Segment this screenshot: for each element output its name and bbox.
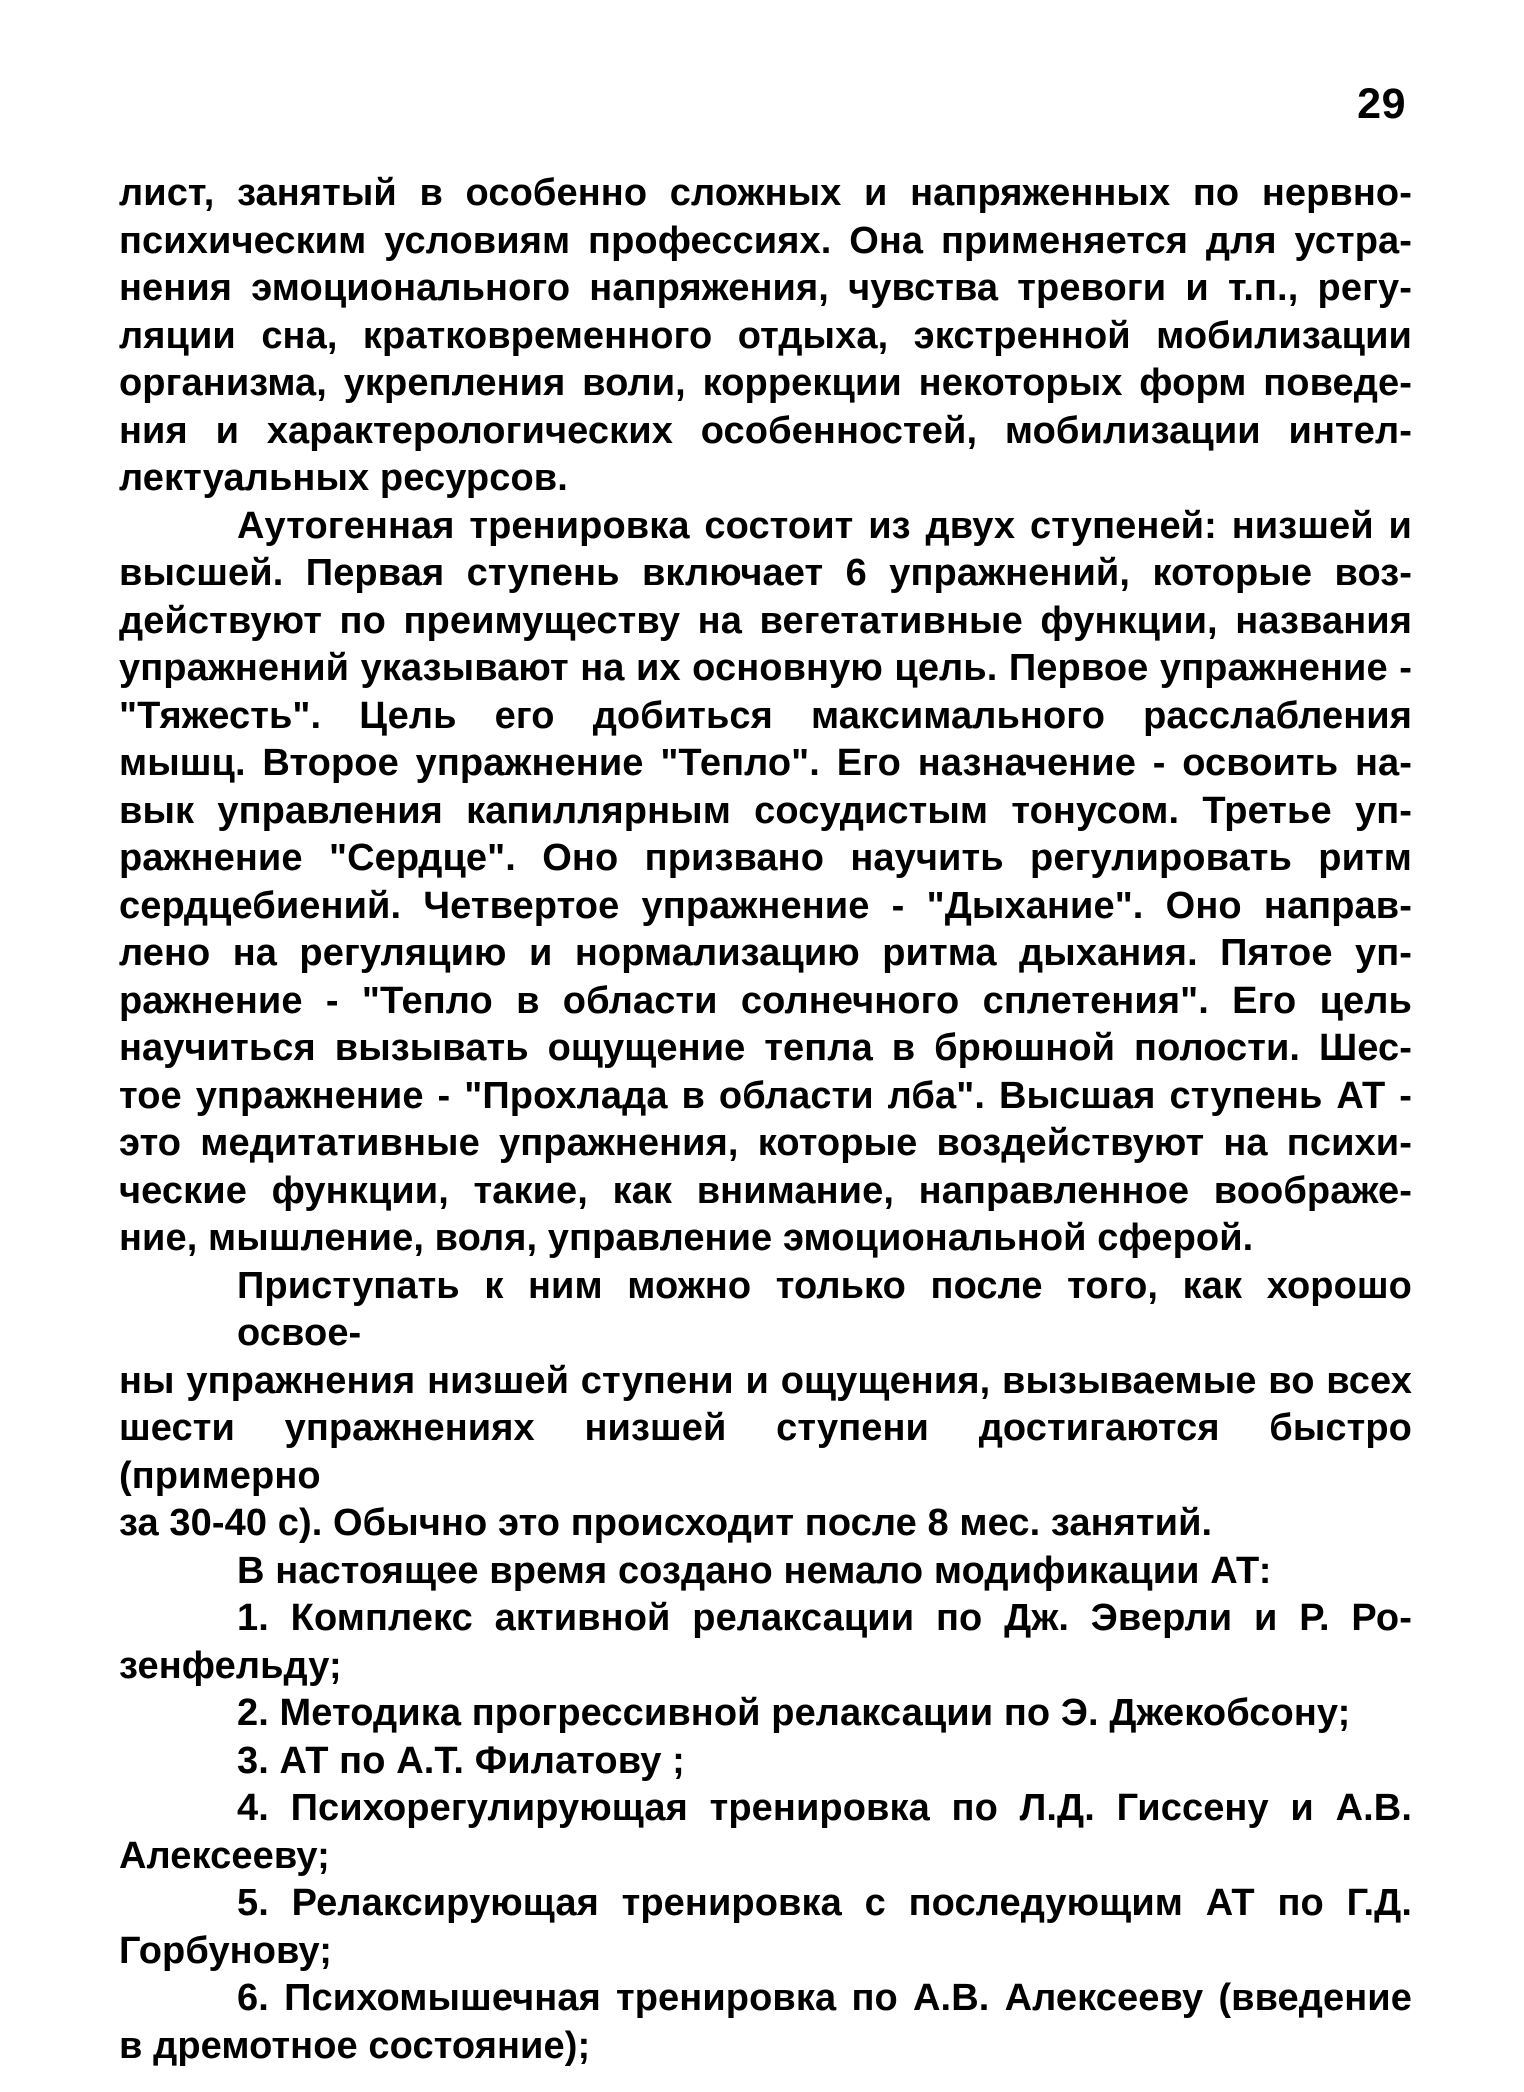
text-line: ражнение "Сердце". Оно призвано научить регулировать ритм — [119, 837, 1412, 879]
text-line: 3. АТ по А.Т. Филатову ; — [237, 1739, 685, 1782]
list-item — [119, 1785, 1412, 1880]
text-line: тое упражнение - "Прохлада в области лба". Высшая ступень АТ - — [119, 1074, 1412, 1117]
text-line: вык управления капиллярным сосудистым тонусом. Третье уп- — [119, 789, 1412, 832]
paragraph — [119, 170, 1412, 503]
text-line: упражнений указывают на их основную цель. Первое упражнение - — [119, 647, 1412, 689]
page-number: 29 — [1357, 80, 1406, 128]
text-line: Горбунову; — [119, 1929, 333, 1972]
text-line: 2. Методика прогрессивной релаксации по Э. Джекобсону; — [237, 1692, 1351, 1734]
text-line: лектуальных ресурсов. — [119, 457, 568, 499]
text-line: в дремотное состояние); — [119, 2024, 591, 2067]
list-item — [119, 1975, 1412, 2070]
text-line: ляции сна, кратковременного отдыха, экстренной мобилизации — [119, 314, 1412, 357]
text-line: ние, мышление, воля, управление эмоциональной сферой. — [119, 1217, 1254, 1259]
text-line: мышц. Второе упражнение "Тепло". Его назначение - освоить на- — [119, 742, 1412, 784]
list-item — [119, 1595, 1412, 1690]
list-item — [119, 1880, 1412, 1975]
list-item — [119, 1690, 1412, 1738]
text-line: сердцебиений. Четвертое упражнение - "Дыхание". Оно направ- — [119, 884, 1412, 927]
text-line: ческие функции, такие, как внимание, направленное воображе- — [119, 1169, 1412, 1212]
text-line: зенфельду; — [119, 1644, 342, 1687]
text-line: высшей. Первая ступень включает 6 упражнений, которые воз- — [119, 552, 1412, 594]
text-line: ны упражнения низшей ступени и ощущения, вызываемые во всех — [119, 1359, 1412, 1402]
text-line: организма, укрепления воли, коррекции некоторых форм поведе- — [119, 362, 1412, 404]
text-line: ния и характерологических особенностей, мобилизации интел- — [119, 409, 1412, 452]
paragraph — [119, 1263, 1412, 1548]
text-line: психическим условиям профессиях. Она применяется для устра- — [119, 219, 1412, 262]
list-item — [119, 1738, 1412, 1786]
text-line: лист, занятый в особенно сложных и напряженных по нервно- — [119, 172, 1412, 214]
text-line: действуют по преимуществу на вегетативные функции, названия — [119, 599, 1412, 642]
text-line: Алексееву; — [119, 1834, 330, 1877]
text-line: 5. Релаксирующая тренировка с последующим АТ по Г.Д. — [237, 1882, 1412, 1924]
text-line: лено на регуляцию и нормализацию ритма дыхания. Пятое уп- — [119, 932, 1412, 974]
text-line: 4. Психорегулирующая тренировка по Л.Д. Гиссену и А.В. — [237, 1787, 1412, 1829]
text-line: 1. Комплекс активной релаксации по Дж. Эверли и Р. Ро- — [237, 1597, 1412, 1639]
text-line: Аутогенная тренировка состоит из двух ступеней: низшей и — [237, 504, 1412, 547]
text-line: научиться вызывать ощущение тепла в брюшной полости. Шес- — [119, 1027, 1412, 1069]
text-line: шести упражнениях низшей ступени достигаются быстро (примерно — [119, 1407, 1412, 1497]
text-line: "Тяжесть". Цель его добиться максимального расслабления — [119, 694, 1412, 737]
text-line: Приступать к ним можно только после того, как хорошо освое- — [237, 1264, 1412, 1354]
text-line: за 30-40 с). Обычно это происходит после 8 мес. занятий. — [119, 1502, 1213, 1544]
text-line: это медитативные упражнения, которые воздействуют на психи- — [119, 1122, 1412, 1164]
body-text — [119, 170, 1412, 2070]
text-line: 6. Психомышечная тренировка по А.В. Алексееву (введение — [237, 1977, 1412, 2019]
paragraph — [119, 1548, 1412, 1596]
text-line: нения эмоционального напряжения, чувства тревоги и т.п., регу- — [119, 267, 1412, 309]
text-line: ражнение - "Тепло в области солнечного сплетения". Его цель — [119, 979, 1412, 1022]
paragraph — [119, 503, 1412, 1263]
text-line: В настоящее время создано немало модификации АТ: — [237, 1549, 1272, 1592]
